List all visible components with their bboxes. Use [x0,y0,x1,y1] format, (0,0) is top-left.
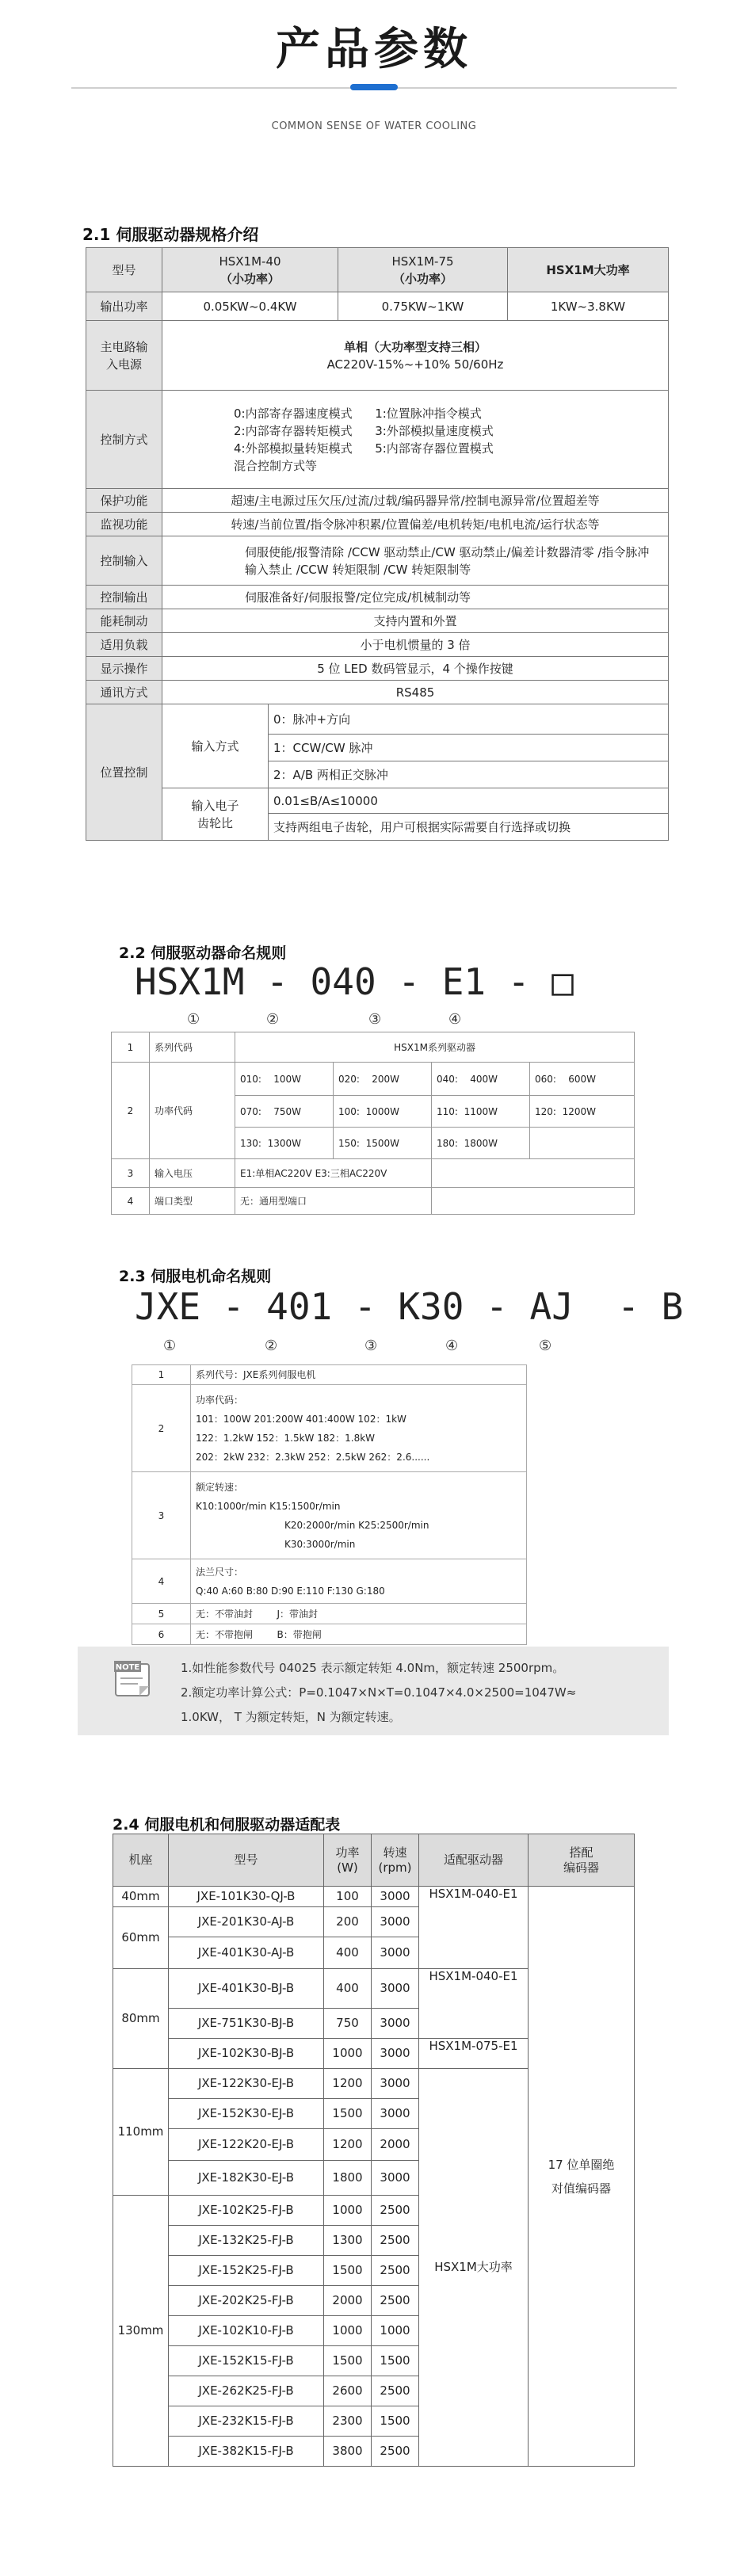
section-heading-2-1: 2.1 伺服驱动器规格介绍 [82,225,259,244]
encoder-cell: 17 位单圈绝 对值编码器 [529,1887,635,2467]
naming-row-3-num: 3 [112,1159,150,1188]
control-input-value: 伺服使能/报警清除 /CCW 驱动禁止/CW 驱动禁止/偏差计数器清零 /指令脉冲 输入禁止 /CCW 转矩限制 /CW 转矩限制等 [162,536,669,586]
power-cell: 750 [324,2009,372,2039]
speed-cell: 3000 [372,2099,419,2129]
power-row [86,292,669,321]
motor-row-num: 4 [132,1559,191,1604]
motor-row-desc: 无：不带油封 J：带油封 [191,1604,527,1624]
model-cell: JXE-102K25-FJ-B [169,2196,324,2226]
naming-row-3-value: E1:单相AC220V E3:三相AC220V [235,1159,432,1188]
supply-row [86,321,669,391]
model-40: HSX1M-40 （小功率） [162,248,338,292]
motor-naming-table [132,1364,527,1645]
driver-naming-table [111,1032,635,1215]
note-text: 1.如性能参数代号 04025 表示额定转矩 4.0Nm，额定转速 2500rpm。 2.额定功率计算公式：P=0.1047×N×T=0.1047×4.0×2500=1047W≈ 1.0KW， T 为额定转矩，N 为额定转速。 [181,1661,577,1724]
monitor-label: 监视功能 [86,513,162,536]
load-value: 小于电机惯量的 3 倍 [162,633,669,657]
power-code-cell: 060: 600W [530,1063,635,1096]
model-cell: JXE-401K30-AJ-B [169,1937,324,1969]
protect-label: 保护功能 [86,489,162,513]
pos-gear-range: 0.01≤B/A≤10000 [269,788,669,814]
power-cell: 2600 [324,2376,372,2406]
pos-gear-label: 输入电子 齿轮比 [162,788,269,841]
speed-cell: 2500 [372,2286,419,2316]
power-code-cell: 120: 1200W [530,1096,635,1128]
frame-cell: 60mm [113,1907,169,1969]
circle-1: ① [163,1338,177,1354]
adapter-table [113,1834,635,2467]
power-code-cell [530,1128,635,1159]
circle-4: ④ [448,1011,462,1028]
note-icon [111,1656,155,1700]
pos-label: 位置控制 [86,704,162,841]
display-row [86,657,669,681]
power-code-cell: 180: 1800W [432,1128,530,1159]
speed-cell: 2500 [372,2226,419,2256]
control-output-value: 伺服准备好/伺服报警/定位完成/机械制动等 [162,586,669,609]
power-cell: 1000 [324,2316,372,2346]
power-code-cell: 150: 1500W [334,1128,432,1159]
display-label: 显示操作 [86,657,162,681]
power-cell: 2300 [324,2406,372,2437]
naming-row-4-empty [432,1188,635,1215]
protect-row [86,489,669,513]
comm-row [86,681,669,704]
page-subtitle: COMMON SENSE OF WATER COOLING [271,120,477,132]
control-input-label: 控制输入 [86,536,162,586]
model-cell: JXE-262K25-FJ-B [169,2376,324,2406]
naming-row-1-num: 1 [112,1032,150,1063]
svg-text:NOTE: NOTE [115,1663,140,1672]
circle-4: ④ [445,1338,459,1354]
power-cell: 400 [324,1937,372,1969]
naming-row-2-label: 功率代码 [150,1063,235,1159]
frame-cell: 130mm [113,2196,169,2467]
power-value-high: 1KW~3.8KW [508,292,669,321]
motor-row-num: 2 [132,1385,191,1472]
supply-value: 单相（大功率型支持三相） AC220V-15%~+10% 50/60Hz [162,321,669,391]
power-cell: 1800 [324,2161,372,2196]
control-input-row [86,536,669,586]
power-cell: 100 [324,1887,372,1907]
model-label: 型号 [86,248,162,292]
pos-row-1 [86,704,669,735]
brake-row [86,609,669,633]
col-power: 功率 (W) [324,1834,372,1887]
model-75: HSX1M-75 （小功率） [338,248,508,292]
speed-cell: 2000 [372,2129,419,2161]
motor-row-num: 5 [132,1604,191,1624]
load-row [86,633,669,657]
power-cell: 200 [324,1907,372,1937]
power-cell: 1500 [324,2256,372,2286]
model-cell: JXE-101K30-QJ-B [169,1887,324,1907]
control-value: 0:内部寄存器速度模式 1:位置脉冲指令模式 2:内部寄存器转矩模式 3:外部模拟量速度模式 4:外部模拟量转矩模式 5:内部寄存器位置模式 混合控制方式等 [162,391,669,489]
model-cell: JXE-382K15-FJ-B [169,2437,324,2467]
brake-value: 支持内置和外置 [162,609,669,633]
model-cell: JXE-401K30-BJ-B [169,1969,324,2009]
model-cell: JXE-122K30-EJ-B [169,2069,324,2099]
comm-label: 通讯方式 [86,681,162,704]
motor-row-desc: 无：不带抱闸 B：带抱闸 [191,1624,527,1645]
naming-row-3-empty [432,1159,635,1188]
circle-2: ② [266,1011,280,1028]
naming-row-3-label: 输入电压 [150,1159,235,1188]
power-cell: 1200 [324,2129,372,2161]
power-code-cell: 040: 400W [432,1063,530,1096]
power-label: 输出功率 [86,292,162,321]
motor-naming-code: JXE - 401 - K30 - AJ - B [135,1285,684,1328]
power-cell: 1500 [324,2346,372,2376]
pos-input-mode: 输入方式 [162,704,269,788]
adapter-header-row [113,1834,635,1887]
power-code-cell: 010: 100W [235,1063,334,1096]
driver-cell: HSX1M-040-E1 [419,1969,529,2039]
page-title: 产品参数 [276,24,472,75]
circle-1: ① [187,1011,200,1028]
frame-cell: 40mm [113,1887,169,1907]
naming-row-1-value: HSX1M系列驱动器 [235,1032,635,1063]
brake-label: 能耗制动 [86,609,162,633]
power-cell: 3800 [324,2437,372,2467]
monitor-value: 转速/当前位置/指令脉冲积累/位置偏差/电机转矩/电机电流/运行状态等 [162,513,669,536]
power-code-cell: 070: 750W [235,1096,334,1128]
power-cell: 1300 [324,2226,372,2256]
col-speed: 转速 (rpm) [372,1834,419,1887]
protect-value: 超速/主电源过压欠压/过流/过载/编码器异常/控制电源异常/位置超差等 [162,489,669,513]
naming-row-1-label: 系列代码 [150,1032,235,1063]
power-code-cell: 020: 200W [334,1063,432,1096]
speed-cell: 2500 [372,2256,419,2286]
control-row [86,391,669,489]
power-value-75: 0.75KW~1KW [338,292,508,321]
supply-label: 主电路输 入电源 [86,321,162,391]
motor-row-desc: 法兰尺寸： Q:40 A:60 B:80 D:90 E:110 F:130 G:180 [191,1559,527,1604]
naming-row-4-label: 端口类型 [150,1188,235,1215]
power-cell: 1200 [324,2069,372,2099]
model-cell: JXE-182K30-EJ-B [169,2161,324,2196]
motor-row-num: 1 [132,1365,191,1385]
speed-cell: 2500 [372,2196,419,2226]
model-cell: JXE-201K30-AJ-B [169,1907,324,1937]
speed-cell: 3000 [372,1907,419,1937]
control-output-row [86,586,669,609]
motor-row-num: 3 [132,1472,191,1559]
model-cell: JXE-102K10-FJ-B [169,2316,324,2346]
model-cell: JXE-152K30-EJ-B [169,2099,324,2129]
spec-header-row [86,248,669,292]
naming-row-4-num: 4 [112,1188,150,1215]
driver-cell: HSX1M-075-E1 [419,2039,529,2069]
circle-2: ② [265,1338,278,1354]
driver-cell: HSX1M大功率 [419,2069,529,2467]
speed-cell: 2500 [372,2437,419,2467]
power-code-cell: 110: 1100W [432,1096,530,1128]
motor-row-desc: 系列代号：JXE系列伺服电机 [191,1365,527,1385]
pos-gear-note: 支持两组电子齿轮，用户可根据实际需要自行选择或切换 [269,814,669,841]
pos-mode-0: 0：脉冲+方向 [269,704,669,735]
power-cell: 1000 [324,2196,372,2226]
power-cell: 1000 [324,2039,372,2069]
comm-value: RS485 [162,681,669,704]
title-accent-bar [350,84,398,90]
control-output-label: 控制输出 [86,586,162,609]
speed-cell: 3000 [372,1969,419,2009]
naming-row-2-num: 2 [112,1063,150,1159]
circle-5: ⑤ [539,1338,552,1354]
model-cell: JXE-152K25-FJ-B [169,2256,324,2286]
motor-row-num: 6 [132,1624,191,1645]
col-driver: 适配驱动器 [419,1834,529,1887]
model-high-power: HSX1M大功率 [508,248,669,292]
frame-cell: 110mm [113,2069,169,2196]
model-cell: JXE-132K25-FJ-B [169,2226,324,2256]
power-code-cell: 130: 1300W [235,1128,334,1159]
speed-cell: 3000 [372,2161,419,2196]
speed-cell: 1000 [372,2316,419,2346]
power-cell: 400 [324,1969,372,2009]
speed-cell: 3000 [372,2009,419,2039]
model-cell: JXE-122K20-EJ-B [169,2129,324,2161]
speed-cell: 1500 [372,2346,419,2376]
model-cell: JXE-202K25-FJ-B [169,2286,324,2316]
power-cell: 2000 [324,2286,372,2316]
model-cell: JXE-232K15-FJ-B [169,2406,324,2437]
power-value-40: 0.05KW~0.4KW [162,292,338,321]
display-value: 5 位 LED 数码管显示，4 个操作按键 [162,657,669,681]
naming-row-4-value: 无：通用型端口 [235,1188,432,1215]
load-label: 适用负载 [86,633,162,657]
model-cell: JXE-751K30-BJ-B [169,2009,324,2039]
col-encoder: 搭配 编码器 [529,1834,635,1887]
adapter-row [113,1887,635,1907]
driver-cell: HSX1M-040-E1 [419,1887,529,1969]
pos-mode-1: 1：CCW/CW 脉冲 [269,735,669,761]
speed-cell: 1500 [372,2406,419,2437]
circle-3: ③ [368,1011,382,1028]
model-cell: JXE-102K30-BJ-B [169,2039,324,2069]
motor-row-desc: 功率代码： 101：100W 201:200W 401:400W 102：1kW 122：1.2kW 152：1.5kW 182：1.8kW 202：2kW 232：2.3kW 252：2.5kW 262：2.6...... [191,1385,527,1472]
speed-cell: 3000 [372,1887,419,1907]
col-frame: 机座 [113,1834,169,1887]
power-code-cell: 100: 1000W [334,1096,432,1128]
driver-naming-code: HSX1M - 040 - E1 - □ [135,960,574,1003]
pos-mode-2: 2：A/B 两相正交脉冲 [269,761,669,788]
col-model: 型号 [169,1834,324,1887]
section-heading-2-4: 2.4 伺服电机和伺服驱动器适配表 [113,1816,341,1834]
frame-cell: 80mm [113,1969,169,2069]
driver-spec-table [86,247,669,841]
power-cell: 1500 [324,2099,372,2129]
section-heading-2-2: 2.2 伺服驱动器命名规则 [119,945,287,962]
monitor-row [86,513,669,536]
motor-row-desc: 额定转速： K10:1000r/min K15:1500r/min K20:2000r/min K25:2500r/min K30:3000r/min [191,1472,527,1559]
speed-cell: 3000 [372,2069,419,2099]
model-cell: JXE-152K15-FJ-B [169,2346,324,2376]
section-heading-2-3: 2.3 伺服电机命名规则 [119,1268,272,1285]
control-label: 控制方式 [86,391,162,489]
circle-3: ③ [364,1338,378,1354]
speed-cell: 2500 [372,2376,419,2406]
speed-cell: 3000 [372,1937,419,1969]
speed-cell: 3000 [372,2039,419,2069]
pos-row-4 [86,788,669,814]
